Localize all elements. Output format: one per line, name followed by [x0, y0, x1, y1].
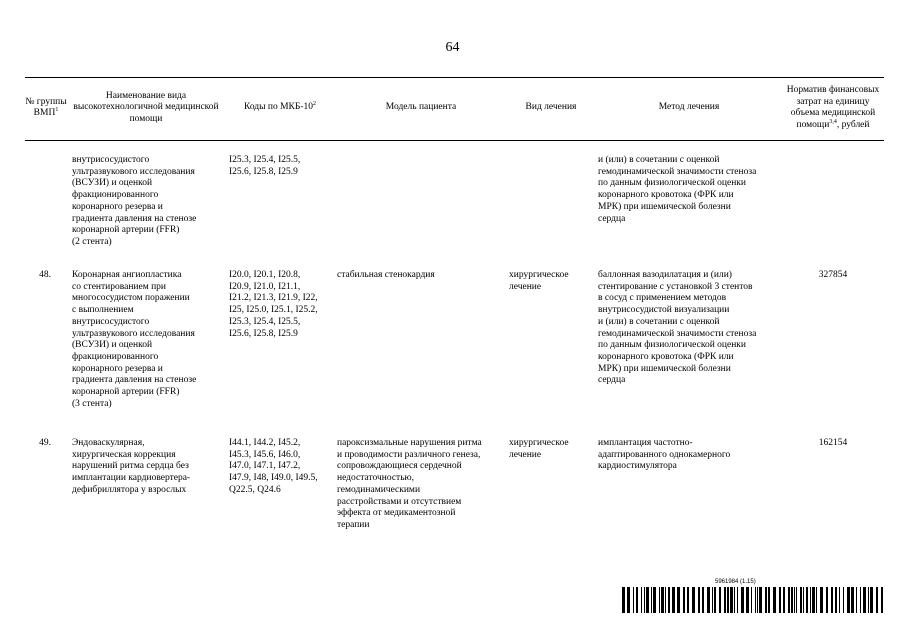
- header-bottom-rule: [25, 140, 884, 141]
- header-treatment-type: [506, 77, 596, 139]
- footnote-3-4: 3,4: [829, 118, 837, 125]
- header-method-text: Метод лечения: [658, 102, 720, 113]
- header-group-no-text: № группы ВМП: [25, 96, 67, 118]
- care-name-cell: внутрисосудистого ультразвукового исследования (ВСУЗИ) и оценкой фракционированного коронарного резерва и градиента давления на стенозе коронарной артерии (FFR) (2 стента): [72, 155, 197, 247]
- method-cell: баллонная вазодилатация и (или) стентирование с установкой 3 стентов в сосуд с применением методов внутрисосудистой визуализации и (или) в сочетании с оценкой гемодинамической значимости стеноза по данным физиологической оценки коронарного кровотока (ФРК или МРК) при ишемической болезни сердца: [598, 270, 757, 386]
- care-name-cell: Коронарная ангиопластика со стентированием при многососудистом поражении с выполнением внутрисосудистого ультразвукового исследования (ВСУЗИ) и оценкой фракционированного коронарного резерва и градиента давления на стенозе коронарной артерии (FFR) (3 стента): [72, 270, 197, 409]
- header-norm-text: Норматив финансовых затрат на единицу объема медицинской помощи: [786, 85, 880, 130]
- header-patient-model-text: Модель пациента: [385, 102, 457, 113]
- header-method: [596, 77, 782, 139]
- header-norm-unit: , рублей: [836, 119, 870, 130]
- header-icd-codes: [224, 77, 336, 139]
- treatment-type-cell: хирургическое лечение: [509, 438, 569, 460]
- icd-codes-cell: I44.1, I44.2, I45.2, I45.3, I45.6, I46.0, I47.0, I47.1, I47.2, I47.9, I48, I49.0, I49.5, Q22.5, Q24.6: [229, 438, 318, 495]
- patient-model-cell: пароксизмальные нарушения ритма и проводимости различного генеза, сопровождающиеся сердечной недостаточностью, гемодинамическими расстройствами и отсутствием эффекта от медикаментозной терапии: [337, 438, 482, 530]
- care-name-cell: Эндоваскулярная, хирургическая коррекция нарушений ритма сердца без имплантации кардиовертера- дефибриллятора у взрослых: [72, 438, 191, 495]
- page-number: 64: [445, 40, 460, 55]
- row-number: 49.: [39, 438, 51, 448]
- patient-model-cell: стабильная стенокардия: [337, 270, 435, 280]
- header-patient-model: [336, 77, 506, 139]
- icd-codes-cell: I20.0, I20.1, I20.8, I20.9, I21.0, I21.1, I21.2, I21.3, I21.9, I22, I25, I25.0, I25.1, I25.2, I25.3, I25.4, I25.5, I25.6, I25.8, I25.9: [229, 270, 318, 339]
- header-care-name: [72, 77, 220, 139]
- cost-cell: 162154: [818, 438, 848, 448]
- treatment-type-cell: хирургическое лечение: [509, 270, 569, 292]
- icd-codes-cell: I25.3, I25.4, I25.5, I25.6, I25.8, I25.9: [229, 155, 301, 177]
- header-norm: [782, 77, 884, 139]
- cost-cell: 327854: [818, 270, 848, 280]
- header-group-no: [25, 77, 67, 139]
- method-cell: и (или) в сочетании с оценкой гемодинамической значимости стеноза по данным физиологической оценки коронарного кровотока (ФРК или МРК) при ишемической болезни сердца: [598, 155, 757, 224]
- header-care-name-text: Наименование вида высокотехнологичной медицинской помощи: [73, 90, 219, 124]
- footnote-1: 1: [55, 106, 59, 113]
- barcode-number: 5961984 (1.15): [715, 579, 756, 585]
- header-icd-codes-text: Коды по МКБ-10: [243, 102, 314, 113]
- header-treatment-type-text: Вид лечения: [525, 102, 577, 113]
- row-number: 48.: [39, 270, 51, 280]
- method-cell: имплантация частотно- адаптированного однокамерного кардиостимулятора: [598, 438, 731, 472]
- footnote-2: 2: [313, 101, 317, 108]
- barcode: [622, 587, 884, 613]
